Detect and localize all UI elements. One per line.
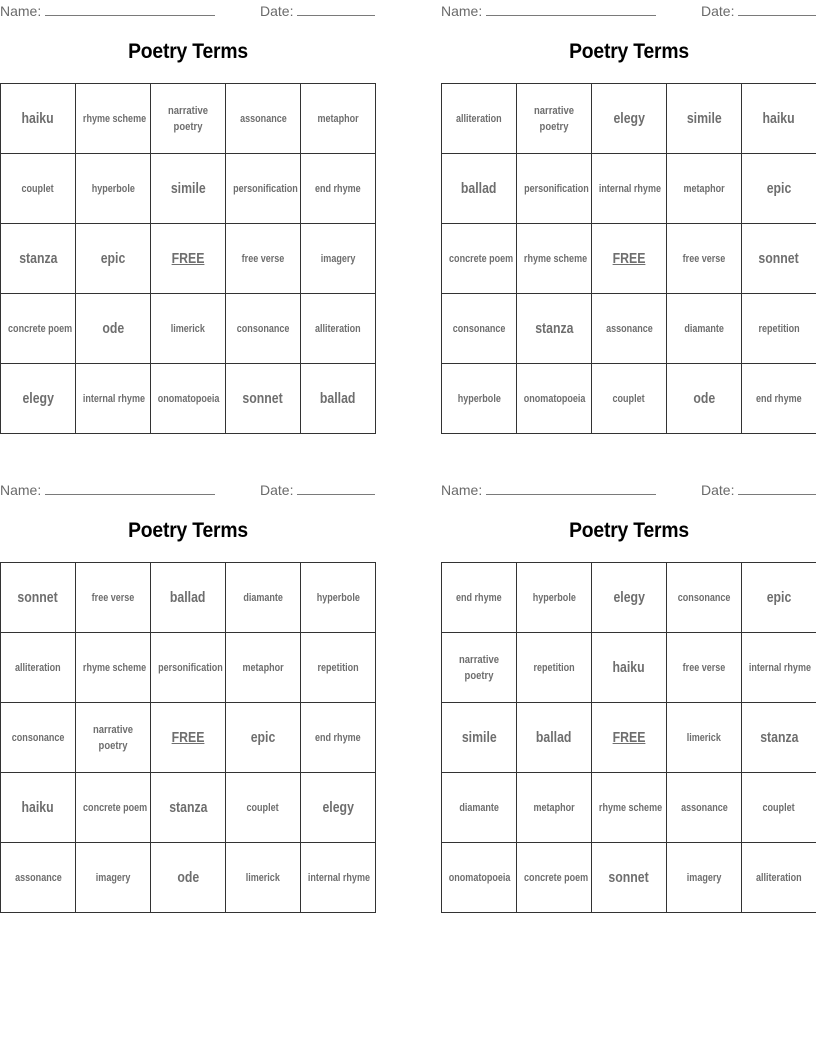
term-label: assonance <box>14 872 62 884</box>
bingo-cell[interactable] <box>76 364 151 434</box>
bingo-row <box>442 364 816 434</box>
bingo-cell[interactable] <box>592 773 667 843</box>
term-label: imagery <box>320 253 356 265</box>
bingo-row <box>442 633 816 703</box>
bingo-cell[interactable] <box>517 773 592 843</box>
bingo-cell[interactable] <box>226 154 301 224</box>
date-field[interactable] <box>260 481 375 498</box>
term-label: metaphor <box>317 113 359 125</box>
term-label: diamante <box>459 802 499 814</box>
term-label: end rhyme <box>315 183 361 195</box>
bingo-cell[interactable] <box>151 84 226 154</box>
bingo-row <box>1 563 376 633</box>
card-title: Poetry Terms <box>569 519 689 542</box>
term-label: ballad <box>170 588 206 606</box>
free-space-label: FREE <box>171 728 205 746</box>
term-label: end rhyme <box>315 732 361 744</box>
term-label: epic <box>100 249 126 267</box>
free-space-label: FREE <box>171 249 205 267</box>
bingo-cell[interactable] <box>226 563 301 633</box>
date-blank-line[interactable] <box>738 2 816 16</box>
term-label: elegy <box>22 389 54 407</box>
bingo-cell[interactable] <box>667 154 742 224</box>
bingo-cell[interactable] <box>1 364 76 434</box>
bingo-cell[interactable] <box>517 633 592 703</box>
bingo-grid <box>0 83 376 434</box>
term-label: concrete poem <box>524 872 589 884</box>
bingo-cell[interactable] <box>667 703 742 773</box>
bingo-cell[interactable] <box>592 563 667 633</box>
term-label: free verse <box>91 592 135 604</box>
bingo-cell[interactable] <box>301 703 376 773</box>
bingo-row <box>1 154 376 224</box>
term-label: internal rhyme <box>82 393 145 405</box>
term-label: concrete poem <box>8 323 73 335</box>
bingo-cell[interactable] <box>592 294 667 364</box>
bingo-cell[interactable] <box>592 364 667 434</box>
bingo-cell[interactable] <box>151 154 226 224</box>
term-label: elegy <box>613 588 645 606</box>
term-label: stanza <box>534 319 574 337</box>
bingo-cell[interactable] <box>226 364 301 434</box>
bingo-card-3 <box>0 479 376 919</box>
name-label: Name: <box>0 482 42 498</box>
name-field[interactable] <box>441 2 656 19</box>
bingo-cell[interactable] <box>151 633 226 703</box>
bingo-cell[interactable] <box>667 633 742 703</box>
bingo-cell[interactable] <box>742 84 816 154</box>
bingo-cell[interactable] <box>742 633 816 703</box>
term-label: limerick <box>170 323 206 335</box>
bingo-cell[interactable] <box>1 294 76 364</box>
bingo-cell[interactable] <box>226 294 301 364</box>
term-label: alliteration <box>756 872 802 884</box>
term-label: metaphor <box>242 662 284 674</box>
bingo-cell[interactable] <box>226 773 301 843</box>
term-label: repetition <box>317 662 359 674</box>
term-label: stanza <box>168 798 208 816</box>
bingo-cell[interactable] <box>226 633 301 703</box>
bingo-cell[interactable] <box>667 294 742 364</box>
bingo-cell[interactable] <box>667 84 742 154</box>
term-label: haiku <box>762 109 796 127</box>
bingo-cell[interactable] <box>442 224 517 294</box>
term-label: assonance <box>605 323 653 335</box>
name-date-header <box>441 481 816 499</box>
term-label: repetition <box>758 323 800 335</box>
bingo-row <box>1 84 376 154</box>
term-label: sonnet <box>758 249 800 267</box>
bingo-row <box>1 843 376 913</box>
bingo-cell[interactable] <box>442 364 517 434</box>
term-label: consonance <box>236 323 290 335</box>
bingo-cell[interactable] <box>442 843 517 913</box>
name-blank-line[interactable] <box>45 481 215 495</box>
term-label: elegy <box>322 798 354 816</box>
bingo-cell[interactable] <box>301 563 376 633</box>
term-label: sonnet <box>608 868 650 886</box>
term-label: metaphor <box>683 183 725 195</box>
bingo-cell[interactable] <box>742 224 816 294</box>
date-blank-line[interactable] <box>738 481 816 495</box>
term-label: end rhyme <box>756 393 802 405</box>
bingo-cell[interactable] <box>517 563 592 633</box>
name-blank-line[interactable] <box>486 481 656 495</box>
term-label: simile <box>170 179 206 197</box>
bingo-cell[interactable] <box>301 154 376 224</box>
bingo-cell[interactable] <box>76 224 151 294</box>
term-label: imagery <box>95 872 131 884</box>
term-label: alliteration <box>456 113 502 125</box>
bingo-row <box>442 294 816 364</box>
term-label: consonance <box>11 732 65 744</box>
bingo-cell[interactable] <box>1 773 76 843</box>
date-field[interactable] <box>260 2 375 19</box>
term-label: ballad <box>461 179 497 197</box>
bingo-row <box>442 843 816 913</box>
bingo-cell[interactable] <box>742 843 816 913</box>
term-label: internal rhyme <box>307 872 370 884</box>
bingo-cell[interactable] <box>442 154 517 224</box>
date-label: Date: <box>701 482 735 498</box>
bingo-cell[interactable] <box>517 364 592 434</box>
bingo-cell[interactable] <box>667 224 742 294</box>
term-label: alliteration <box>315 323 361 335</box>
term-label: personification <box>158 662 223 674</box>
term-label: limerick <box>686 732 722 744</box>
bingo-row <box>442 84 816 154</box>
bingo-cell[interactable] <box>301 843 376 913</box>
bingo-cell[interactable] <box>301 364 376 434</box>
term-label: rhyme scheme <box>598 802 663 814</box>
bingo-cell[interactable] <box>151 843 226 913</box>
bingo-cell[interactable] <box>667 563 742 633</box>
bingo-cell[interactable] <box>301 294 376 364</box>
term-label: hyperbole <box>316 592 360 604</box>
bingo-cell[interactable] <box>517 294 592 364</box>
term-label: ode <box>693 389 715 407</box>
name-blank-line[interactable] <box>45 2 215 16</box>
bingo-row <box>1 773 376 843</box>
bingo-cell[interactable] <box>1 84 76 154</box>
bingo-cell[interactable] <box>76 294 151 364</box>
term-label: rhyme scheme <box>82 113 147 125</box>
bingo-cell[interactable] <box>442 294 517 364</box>
bingo-cell[interactable] <box>1 563 76 633</box>
term-label: elegy <box>613 109 645 127</box>
bingo-cell[interactable] <box>301 224 376 294</box>
term-label: rhyme scheme <box>82 662 147 674</box>
term-label: stanza <box>759 728 799 746</box>
term-label: ode <box>102 319 124 337</box>
term-label: personification <box>524 183 589 195</box>
term-label: epic <box>766 588 792 606</box>
card-title: Poetry Terms <box>128 40 248 63</box>
term-label: consonance <box>677 592 731 604</box>
bingo-grid <box>441 562 816 913</box>
bingo-cell[interactable] <box>592 633 667 703</box>
term-label: sonnet <box>17 588 59 606</box>
bingo-row <box>442 703 816 773</box>
term-label: assonance <box>239 113 287 125</box>
name-date-header <box>0 2 376 20</box>
bingo-cell[interactable] <box>442 84 517 154</box>
date-field[interactable] <box>701 481 816 498</box>
term-label: ballad <box>536 728 572 746</box>
bingo-cell[interactable] <box>442 703 517 773</box>
card-title: Poetry Terms <box>569 40 689 63</box>
bingo-cell[interactable] <box>517 84 592 154</box>
bingo-cell[interactable] <box>442 563 517 633</box>
bingo-cell[interactable] <box>151 563 226 633</box>
term-label: metaphor <box>533 802 575 814</box>
term-label: epic <box>250 728 276 746</box>
date-blank-line[interactable] <box>297 2 375 16</box>
date-label: Date: <box>260 482 294 498</box>
term-label: onomatopoeia <box>523 393 586 405</box>
term-label: onomatopoeia <box>157 393 220 405</box>
term-label: personification <box>233 183 298 195</box>
name-field[interactable] <box>441 481 656 498</box>
term-label: narrative poetry <box>93 723 133 752</box>
bingo-cell[interactable] <box>301 633 376 703</box>
bingo-cell[interactable] <box>742 364 816 434</box>
name-blank-line[interactable] <box>486 2 656 16</box>
term-label: hyperbole <box>91 183 135 195</box>
term-label: couplet <box>612 393 646 405</box>
name-label: Name: <box>441 482 483 498</box>
term-label: internal rhyme <box>598 183 661 195</box>
bingo-cell[interactable] <box>742 773 816 843</box>
bingo-row <box>442 773 816 843</box>
bingo-cell[interactable] <box>742 154 816 224</box>
bingo-cell[interactable] <box>667 843 742 913</box>
free-space-cell[interactable] <box>151 224 226 294</box>
term-label: limerick <box>245 872 281 884</box>
free-space-cell[interactable] <box>592 224 667 294</box>
bingo-cell[interactable] <box>442 633 517 703</box>
free-space-cell[interactable] <box>592 703 667 773</box>
bingo-card-2 <box>441 0 816 440</box>
term-label: narrative poetry <box>168 104 208 133</box>
bingo-cell[interactable] <box>1 633 76 703</box>
term-label: stanza <box>18 249 58 267</box>
bingo-cell[interactable] <box>742 563 816 633</box>
term-label: narrative poetry <box>534 104 574 133</box>
bingo-cell[interactable] <box>151 773 226 843</box>
term-label: haiku <box>21 109 55 127</box>
term-label: haiku <box>612 658 646 676</box>
term-label: free verse <box>682 662 726 674</box>
term-label: haiku <box>21 798 55 816</box>
bingo-cell[interactable] <box>76 773 151 843</box>
bingo-cell[interactable] <box>592 154 667 224</box>
bingo-row <box>442 224 816 294</box>
bingo-cell[interactable] <box>151 294 226 364</box>
bingo-cell[interactable] <box>517 154 592 224</box>
bingo-cell[interactable] <box>76 563 151 633</box>
term-label: diamante <box>243 592 283 604</box>
term-label: epic <box>766 179 792 197</box>
term-label: couplet <box>246 802 280 814</box>
term-label: simile <box>686 109 722 127</box>
term-label: internal rhyme <box>748 662 811 674</box>
bingo-cell[interactable] <box>517 843 592 913</box>
bingo-grid <box>0 562 376 913</box>
name-label: Name: <box>441 3 483 19</box>
bingo-cell[interactable] <box>76 84 151 154</box>
bingo-row <box>1 703 376 773</box>
bingo-row <box>442 563 816 633</box>
term-label: concrete poem <box>449 253 514 265</box>
card-title: Poetry Terms <box>128 519 248 542</box>
bingo-cell[interactable] <box>742 703 816 773</box>
bingo-cell[interactable] <box>76 703 151 773</box>
term-label: diamante <box>684 323 724 335</box>
date-label: Date: <box>701 3 735 19</box>
bingo-row <box>1 294 376 364</box>
bingo-cell[interactable] <box>1 224 76 294</box>
bingo-cell[interactable] <box>1 703 76 773</box>
term-label: hyperbole <box>532 592 576 604</box>
term-label: hyperbole <box>457 393 501 405</box>
bingo-cell[interactable] <box>1 843 76 913</box>
date-label: Date: <box>260 3 294 19</box>
bingo-cell[interactable] <box>517 703 592 773</box>
bingo-cell[interactable] <box>667 364 742 434</box>
term-label: concrete poem <box>83 802 148 814</box>
free-space-label: FREE <box>612 728 646 746</box>
term-label: free verse <box>682 253 726 265</box>
bingo-row <box>1 633 376 703</box>
term-label: onomatopoeia <box>448 872 511 884</box>
term-label: alliteration <box>15 662 61 674</box>
term-label: end rhyme <box>456 592 502 604</box>
term-label: ballad <box>320 389 356 407</box>
name-label: Name: <box>0 3 42 19</box>
bingo-cell[interactable] <box>592 843 667 913</box>
name-date-header <box>0 481 376 499</box>
bingo-cell[interactable] <box>667 773 742 843</box>
bingo-card-4 <box>441 479 816 919</box>
bingo-cell[interactable] <box>442 773 517 843</box>
name-date-header <box>441 2 816 20</box>
name-field[interactable] <box>0 481 215 498</box>
bingo-cell[interactable] <box>517 224 592 294</box>
bingo-grid <box>441 83 816 434</box>
bingo-row <box>1 364 376 434</box>
bingo-cell[interactable] <box>76 843 151 913</box>
term-label: free verse <box>241 253 285 265</box>
free-space-cell[interactable] <box>151 703 226 773</box>
term-label: couplet <box>21 183 55 195</box>
bingo-cell[interactable] <box>226 843 301 913</box>
bingo-cell[interactable] <box>76 633 151 703</box>
bingo-cell[interactable] <box>1 154 76 224</box>
bingo-row <box>1 224 376 294</box>
term-label: imagery <box>686 872 722 884</box>
bingo-cell[interactable] <box>301 84 376 154</box>
term-label: repetition <box>533 662 575 674</box>
date-field[interactable] <box>701 2 816 19</box>
term-label: simile <box>461 728 497 746</box>
bingo-cell[interactable] <box>742 294 816 364</box>
bingo-cell[interactable] <box>226 84 301 154</box>
bingo-cell[interactable] <box>151 364 226 434</box>
term-label: rhyme scheme <box>523 253 588 265</box>
bingo-card-1 <box>0 0 376 440</box>
date-blank-line[interactable] <box>297 481 375 495</box>
free-space-label: FREE <box>612 249 646 267</box>
term-label: sonnet <box>242 389 284 407</box>
bingo-cell[interactable] <box>301 773 376 843</box>
bingo-cell[interactable] <box>76 154 151 224</box>
term-label: narrative poetry <box>459 653 499 682</box>
name-field[interactable] <box>0 2 215 19</box>
bingo-cell[interactable] <box>226 703 301 773</box>
term-label: ode <box>177 868 199 886</box>
term-label: assonance <box>680 802 728 814</box>
term-label: couplet <box>762 802 796 814</box>
bingo-cell[interactable] <box>226 224 301 294</box>
bingo-row <box>442 154 816 224</box>
bingo-cell[interactable] <box>592 84 667 154</box>
term-label: consonance <box>452 323 506 335</box>
